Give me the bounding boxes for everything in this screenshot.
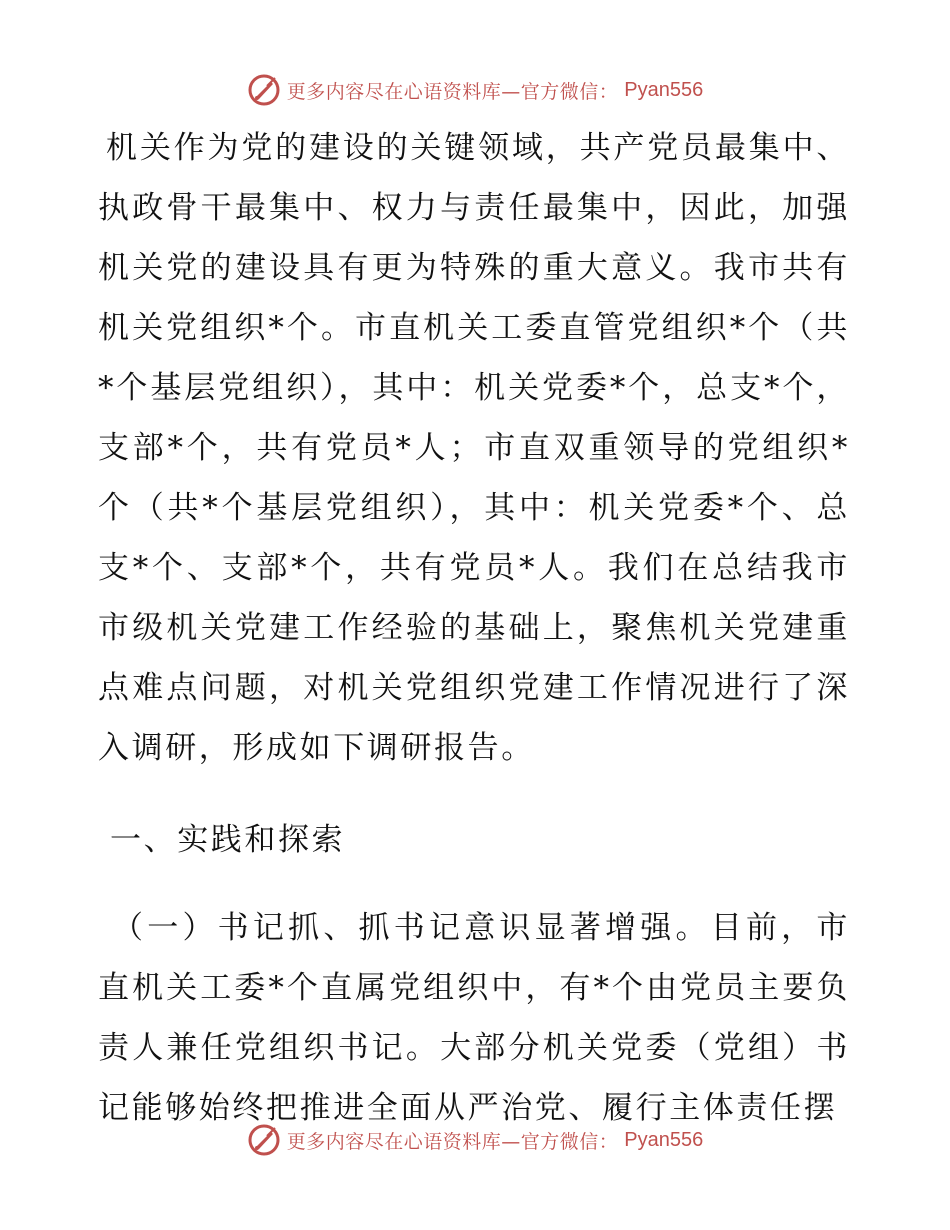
intro-paragraph: 机关作为党的建设的关键领域，共产党员最集中、执政骨干最集中、权力与责任最集中，因此，加强机关党的建设具有更为特殊的重大意义。我市共有机关党组织*个。市直机关工委直管党组织*个（共*个基层党组织），其中：机关党委*个，总支*个，支部*个，共有党员*人；市直双重领导的党组织*个（共*个基层党组织），其中：机关党委*个、总支*个、支部*个，共有党员*人。我们在总结我市市级机关党建工作经验的基础上，聚焦机关党建重点难点问题，对机关党组织党建工作情况进行了深入调研，形成如下调研报告。	[98, 130, 850, 766]
watermark-handle: Pyan556	[624, 78, 704, 101]
header-watermark	[0, 70, 950, 110]
watermark-text	[287, 77, 619, 104]
watermark-dash: —	[501, 80, 521, 103]
document-body	[98, 118, 850, 1138]
watermark-official: 官方微信：	[520, 1130, 619, 1153]
footer-watermark	[0, 1120, 950, 1160]
watermark-handle: Pyan556	[624, 1128, 704, 1151]
watermark-dash: —	[501, 1130, 521, 1153]
watermark-official: 官方微信：	[520, 80, 619, 103]
watermark-main: 更多内容尽在心语资料库	[286, 80, 502, 103]
watermark-main: 更多内容尽在心语资料库	[286, 1130, 502, 1153]
quill-logo-icon	[247, 73, 281, 107]
section-heading: 一、实践和探索	[110, 822, 346, 858]
watermark-text	[287, 1127, 619, 1154]
quill-logo-icon	[247, 1123, 281, 1157]
section-paragraph: （一）书记抓、抓书记意识显著增强。目前，市直机关工委*个直属党组织中，有*个由党员主要负责人兼任党组织书记。大部分机关党委（党组）书记能够始终把推进全面从严治党、履行主体责任摆	[98, 910, 850, 1126]
